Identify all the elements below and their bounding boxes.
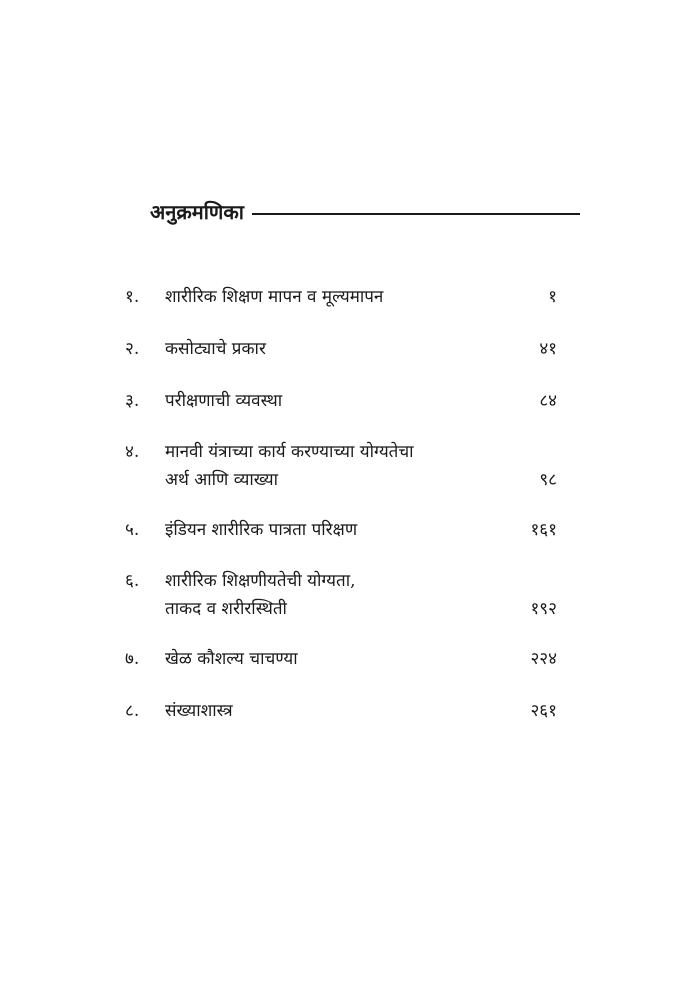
entry-number: ३. [125,391,140,411]
entry-number: ४. [125,442,140,462]
entry-title [165,516,505,544]
entry-number: ६. [125,571,140,591]
entry-title-line: मानवी यंत्राच्या कार्य करण्याच्या योग्यतेचा [165,442,414,462]
entry-title [165,387,505,415]
entry-page-number: २६१ [530,701,557,721]
entry-number: ७. [125,649,140,669]
entry-page-number: ४१ [539,339,557,359]
entry-page-number: ८४ [539,391,557,411]
entry-title [165,645,505,673]
entry-title [165,283,505,311]
entry-title-line: अर्थ आणि व्याख्या [165,470,279,490]
entry-page-number: १ [548,287,557,307]
toc-heading [150,198,580,225]
entry-title-line: शारीरिक शिक्षणीयतेची योग्यता, [165,571,356,591]
entry-number: १. [125,287,140,307]
entry-title-line: परीक्षणाची व्यवस्था [165,391,283,411]
entry-title-line: खेळ कौशल्य चाचण्या [165,649,298,669]
entry-title-line: ताकद व शरीरस्थिती [165,599,287,619]
page-title: अनुक्रमणिका [150,200,244,224]
entry-title [165,335,505,363]
entry-number: ५. [125,520,140,540]
entry-title-line: कसोट्याचे प्रकार [165,339,266,359]
entry-page-number: २२४ [530,649,557,669]
entry-page-number: ९८ [539,470,557,490]
heading-rule [252,213,580,215]
entry-page-number: १६१ [530,520,557,540]
entry-number: २. [125,339,140,359]
entry-title [165,697,505,725]
entry-title-line: इंडियन शारीरिक पात्रता परिक्षण [165,520,358,540]
entry-number: ८. [125,701,140,721]
entry-title [165,567,505,623]
entry-title [165,438,505,494]
entry-title-line: शारीरिक शिक्षण मापन व मूल्यमापन [165,287,384,307]
entry-title-line: संख्याशास्त्र [165,701,233,721]
entry-page-number: १९२ [530,599,557,619]
